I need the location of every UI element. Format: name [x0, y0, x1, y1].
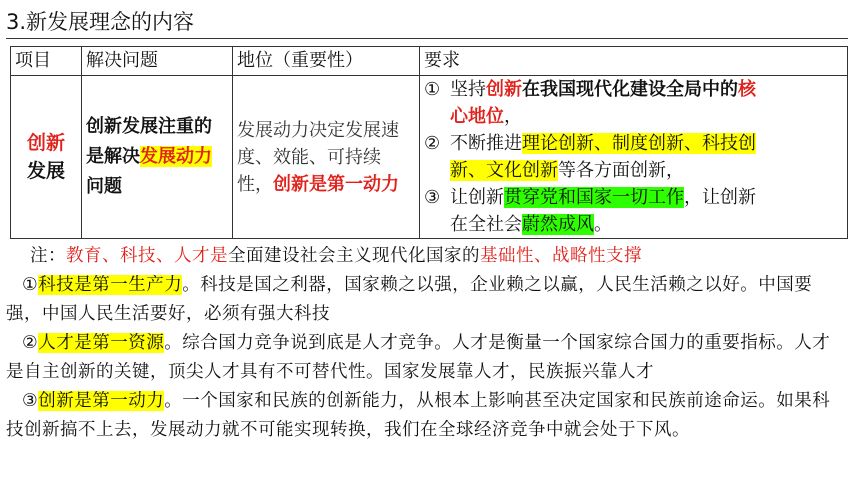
requirement-segment: 核 — [738, 79, 756, 100]
problem-highlight: 发展动力 — [140, 146, 212, 167]
header-item: 项目 — [11, 47, 82, 76]
paragraph-list — [6, 271, 846, 445]
paragraph-text: 。科技是国之利器，国家赖之以强，企业赖之以赢，人民生活赖之以好。中国要强，中国人民生活要好，必须有强大科技 — [6, 275, 813, 324]
requirement-segment: 等各方面创新， — [558, 160, 684, 181]
paragraph-number: ③ — [22, 391, 39, 411]
table-row — [11, 76, 848, 239]
topic-part2: 发展 — [26, 160, 65, 182]
problem-cell — [82, 76, 233, 239]
paragraph-number: ① — [22, 275, 39, 295]
requirement-segment: 在我国现代化建设全局中的 — [522, 79, 738, 100]
requirements-cell — [420, 76, 848, 239]
position-text: 发展动力决定发展速度、效能、可持续性， — [237, 119, 399, 195]
paragraph-text: 。综合国力竞争说到底是人才竞争。人才是衡量一个国家综合国力的重要指标。人才是自主创新的关键，顶尖人才具有不可替代性。国家发展靠人才，民族振兴靠人才 — [6, 333, 831, 382]
paragraph — [6, 387, 846, 445]
note-middle: 全面建设社会主义现代化国家的 — [228, 246, 480, 266]
position-cell — [233, 76, 420, 239]
note-prefix: 注： — [30, 246, 66, 266]
requirement-item — [424, 76, 843, 103]
header-problem: 解决问题 — [82, 47, 233, 76]
requirement-segment: 理论创新、制度创新、科技创 — [522, 133, 756, 154]
requirement-segment: 让创新 — [450, 187, 504, 208]
header-position: 地位（重要性） — [233, 47, 420, 76]
explanation-text — [6, 242, 846, 445]
requirement-segment: 心地位 — [450, 106, 504, 127]
requirement-continuation — [424, 211, 843, 238]
requirement-item — [424, 130, 843, 157]
topic-part1: 创新 — [26, 132, 65, 154]
requirement-segment: ，让创新 — [684, 187, 756, 208]
requirement-segment: 贯穿党和国家一切工作 — [504, 187, 684, 208]
note-red-2: 基础性、战略性支撑 — [480, 246, 642, 266]
problem-suffix: 问题 — [86, 176, 122, 197]
concept-table — [10, 46, 848, 239]
requirements-list — [424, 76, 843, 238]
note-red-1: 教育、科技、人才是 — [66, 246, 228, 266]
requirement-segment: 在全社会 — [450, 214, 522, 235]
requirement-segment: 坚持 — [450, 79, 486, 100]
requirement-segment: 。 — [594, 214, 612, 235]
requirement-continuation — [424, 103, 843, 130]
page-title: 3.新发展理念的内容 — [6, 6, 848, 39]
paragraph-highlight: 人才是第一资源 — [38, 333, 165, 353]
requirement-segment: ， — [504, 106, 522, 127]
requirement-segment: 创新 — [486, 79, 522, 100]
requirement-number: ② — [424, 133, 441, 154]
paragraph-text: 。一个国家和民族的创新能力，从根本上影响甚至决定国家和民族前途命运。如果科技创新搞不上去，发展动力就不可能实现转换，我们在全球经济竞争中就会处于下风。 — [6, 391, 831, 440]
paragraph-highlight: 创新是第一动力 — [38, 391, 165, 411]
header-requirements: 要求 — [420, 47, 848, 76]
paragraph — [6, 271, 846, 329]
requirement-continuation — [424, 157, 843, 184]
requirement-number: ③ — [424, 187, 441, 208]
requirement-number: ① — [424, 79, 441, 100]
note-line — [6, 242, 846, 271]
paragraph-number: ② — [22, 333, 39, 353]
paragraph-highlight: 科技是第一生产力 — [38, 275, 183, 295]
problem-text: 创新发展注重的是解决 — [86, 116, 212, 167]
paragraph — [6, 329, 846, 387]
requirement-segment: 新、文化创新 — [450, 160, 558, 181]
requirement-item — [424, 184, 843, 211]
topic-cell — [11, 76, 82, 239]
requirement-segment: 蔚然成风 — [522, 214, 594, 235]
table-header-row — [11, 47, 848, 76]
position-highlight: 创新是第一动力 — [273, 173, 399, 195]
requirement-segment: 不断推进 — [450, 133, 522, 154]
